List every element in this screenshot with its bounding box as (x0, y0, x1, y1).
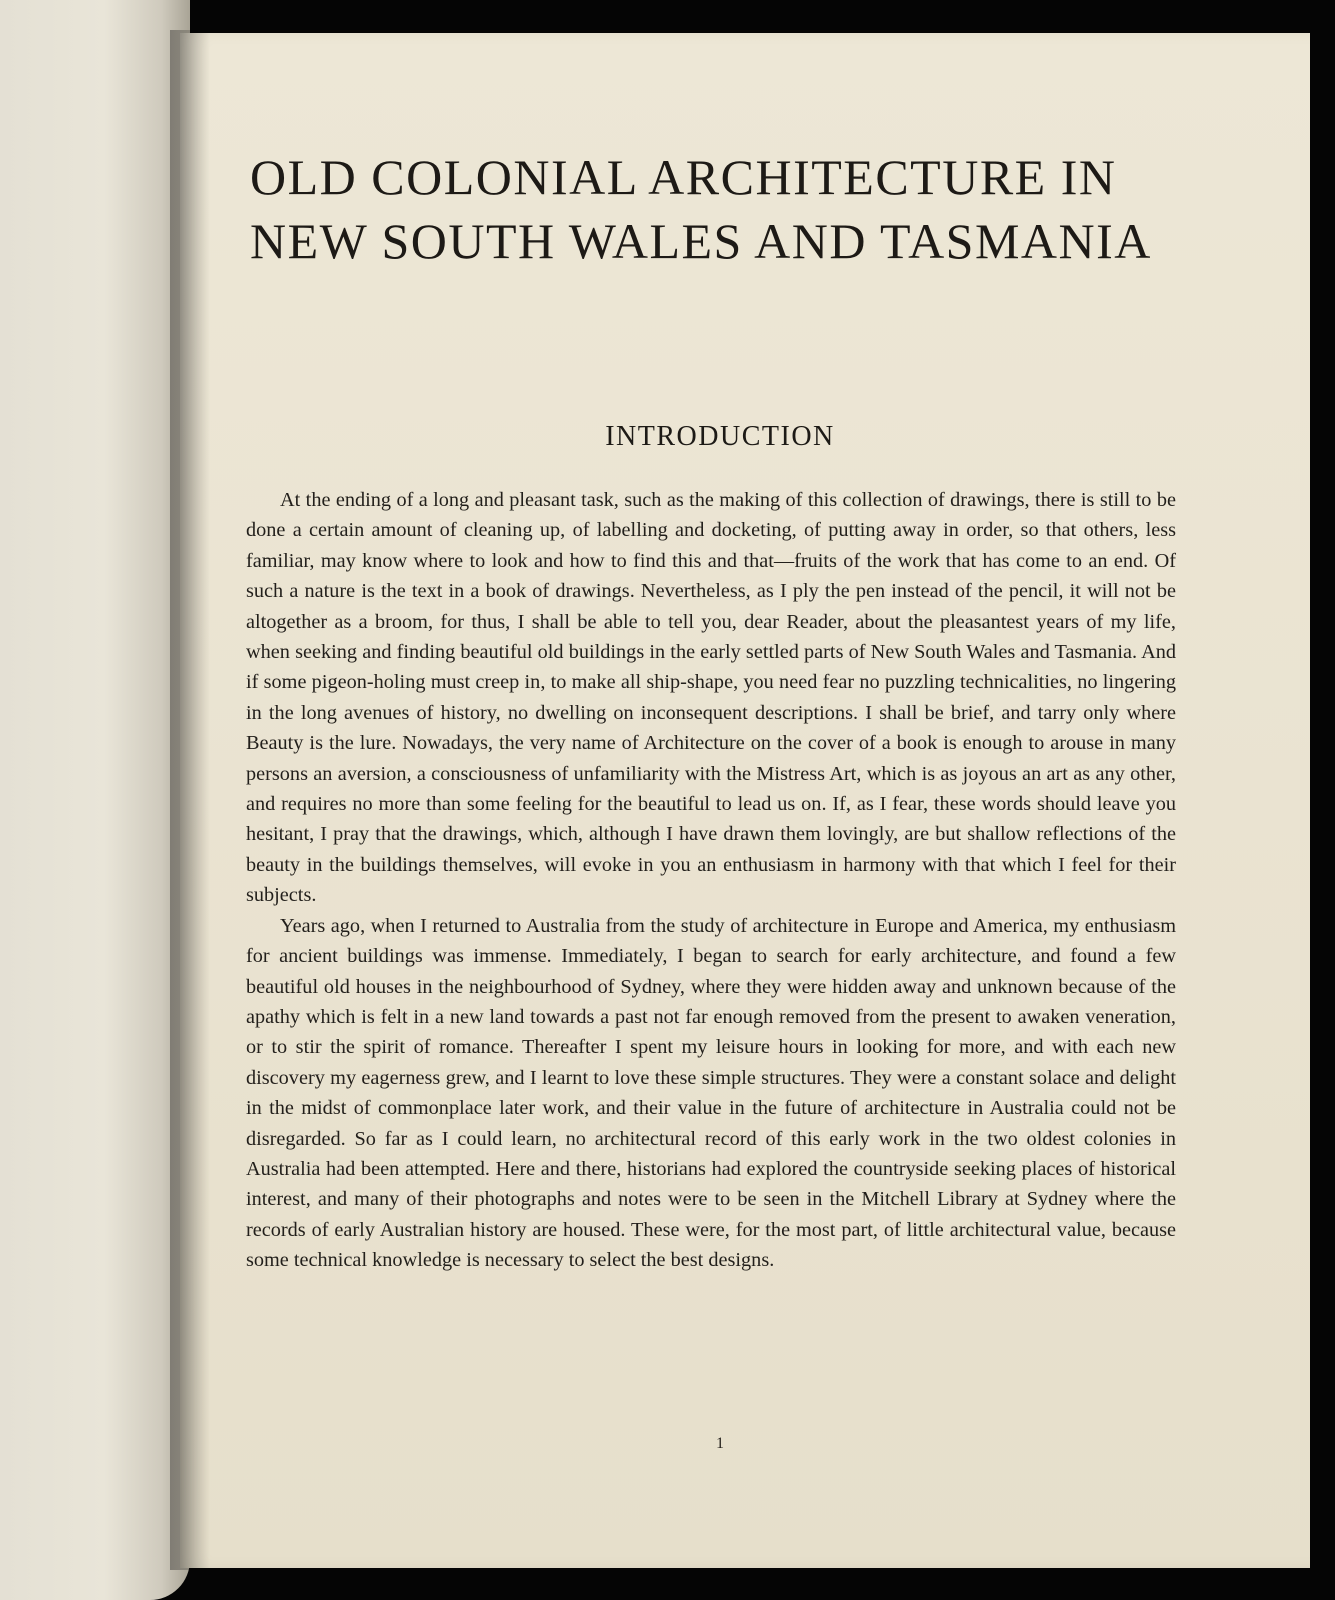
left-page-edge (0, 0, 190, 1600)
title-line-2: NEW SOUTH WALES AND TASMANIA (250, 213, 1152, 269)
book-page (180, 33, 1310, 1568)
paragraph-1: At the ending of a long and pleasant task, such as the making of this collection of drawings, there is still to be done a certain amount of cleaning up, of labelling and docketing, of putting away in order, so that others, less familiar, may know where to look and how to find this and that—fruits of the work that has come to an end. Of such a nature is the text in a book of drawings. Nevertheless, as I ply the pen instead of the pencil, it will not be altogether as a broom, for thus, I shall be able to tell you, dear Reader, about the pleasantest years of my life, when seeking and finding beautiful old buildings in the early settled parts of New South Wales and Tasmania. And if some pigeon-holing must creep in, to make all ship-shape, you need fear no puzzling technicalities, no lingering in the long avenues of history, no dwelling on inconsequent descriptions. I shall be brief, and tarry only where Beauty is the lure. Nowadays, the very name of Architecture on the cover of a book is enough to arouse in many persons an aversion, a consciousness of unfamiliarity with the Mistress Art, which is as joyous an art as any other, and requires no more than some feeling for the beautiful to lead us on. If, as I fear, these words should leave you hesitant, I pray that the drawings, which, although I have drawn them lovingly, are but shallow reflections of the beauty in the buildings themselves, will evoke in you an enthusiasm in harmony with that which I feel for their subjects. (246, 489, 1176, 907)
paragraph-2: Years ago, when I returned to Australia from the study of architecture in Europe and America, my enthusiasm for ancient buildings was immense. Immediately, I began to search for early architecture, and found a few beautiful old houses in the neighbourhood of Sydney, where they were hidden away and unknown because of the apathy which is felt in a new land towards a past not far enough removed from the present to awaken veneration, or to stir the spirit of romance. Thereafter I spent my leisure hours in looking for more, and with each new discovery my eagerness grew, and I learnt to love these simple structures. They were a constant solace and delight in the midst of commonplace later work, and their value in the future of architecture in Australia could not be disregarded. So far as I could learn, no architectural record of this early work in the two oldest colonies in Australia had been attempted. Here and there, historians had explored the countryside seeking places of historical interest, and many of their photographs and notes were to be seen in the Mitchell Library at Sydney where the records of early Australian history are housed. These were, for the most part, of little architectural value, because some technical knowledge is necessary to select the best designs. (246, 914, 1176, 1272)
page-title (250, 145, 1210, 273)
gutter-shadow (170, 30, 210, 1570)
page-number: 1 (716, 1435, 724, 1452)
body-text (246, 485, 1176, 1276)
title-line-1: OLD COLONIAL ARCHITECTURE IN (250, 149, 1117, 205)
section-heading: INTRODUCTION (605, 421, 835, 452)
